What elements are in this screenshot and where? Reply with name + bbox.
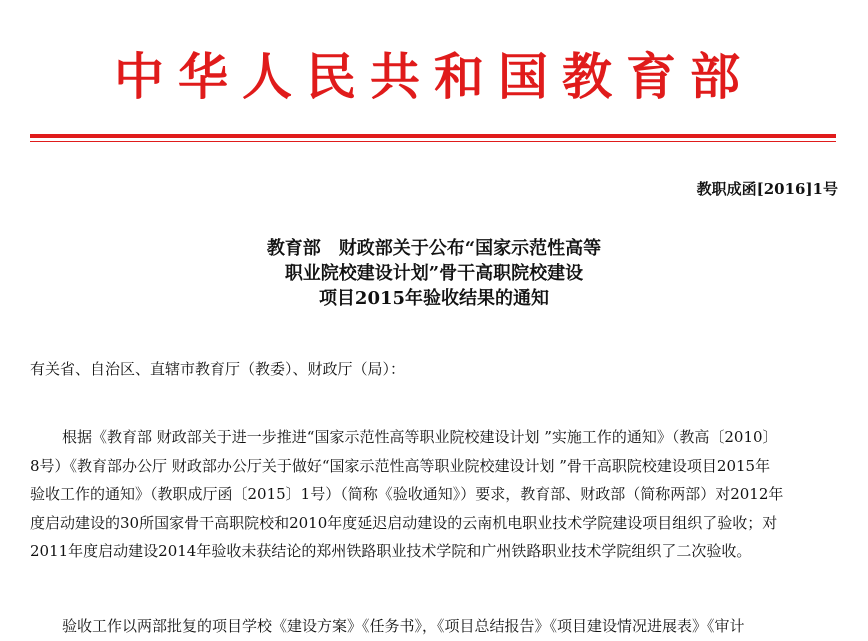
paragraph-line: 度启动建设的30所国家骨干高职院校和2010年度延迟启动建设的云南机电职业技术学院建设项目组织了验收；对 — [30, 513, 778, 532]
title-line: 职业院校建设计划”骨干高职院校建设 — [284, 263, 584, 284]
paragraph-line: 8号）《教育部办公厅 财政部办公厅关于做好“国家示范性高等职业院校建设计划 ”骨干高职院校建设项目2015年 — [30, 456, 771, 475]
document-number: 教职成函[2016]1号 — [696, 180, 838, 198]
paragraph-line: 根据《教育部 财政部关于进一步推进“国家示范性高等职业院校建设计划 ”实施工作的通知》（教高〔2010〕 — [62, 428, 778, 446]
salutation: 有关省、自治区、直辖市教育厅（教委）、财政厅（局）： — [30, 360, 406, 378]
paragraph-line: 验收工作以两部批复的项目学校《建设方案》《任务书》，《项目总结报告》《项目建设情况进展表》《审计 — [62, 617, 745, 635]
red-rule-thin — [30, 141, 836, 142]
body-paragraph-2 — [30, 612, 838, 641]
title-line: 项目2015年验收结果的通知 — [318, 288, 550, 309]
body-paragraph-1 — [30, 423, 838, 566]
paragraph-line: 验收工作的通知》（教职成厅函〔2015〕1号）（简称《验收通知》）要求，教育部、财政部（简称两部）对2012年 — [30, 485, 784, 503]
red-rule-thick — [30, 134, 836, 138]
title-line: 教育部 财政部关于公布“国家示范性高等 — [266, 238, 602, 259]
ministry-masthead: 中华人民共和国教育部 — [114, 48, 754, 106]
paragraph-line: 2011年度启动建设2014年验收未获结论的郑州铁路职业技术学院和广州铁路职业技术学院组织了二次验收。 — [30, 542, 752, 560]
document-title — [0, 236, 868, 311]
